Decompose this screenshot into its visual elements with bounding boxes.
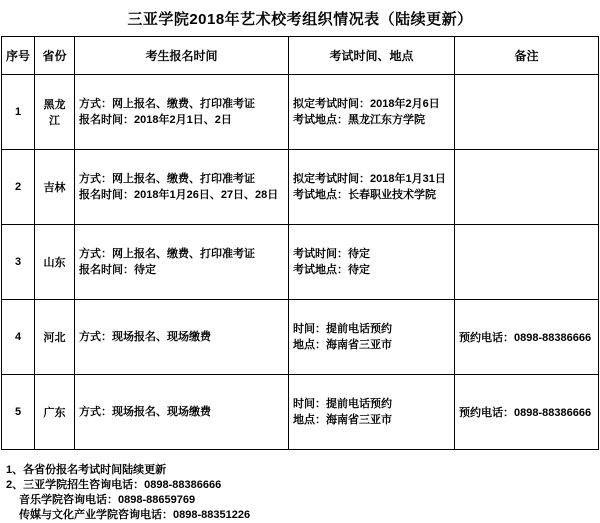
cell-province: 黑龙江 — [35, 75, 75, 150]
cell-index: 1 — [2, 75, 35, 150]
cell-registration — [75, 75, 289, 150]
exam-line: 时间：提前电话预约 — [293, 323, 392, 335]
table-row — [2, 150, 599, 225]
cell-exam — [289, 150, 455, 225]
registration-line: 报名时间：2018年2月1日、2日 — [79, 114, 232, 126]
exam-line: 考试地点：待定 — [293, 264, 370, 276]
cell-index: 3 — [2, 225, 35, 300]
exam-line: 地点：海南省三亚市 — [293, 414, 392, 426]
header-note: 备注 — [455, 37, 599, 75]
footer-notes — [6, 463, 600, 523]
exam-schedule-table — [1, 36, 599, 450]
exam-line: 地点：海南省三亚市 — [293, 339, 392, 351]
table-row — [2, 300, 599, 375]
exam-line: 考试地点：黑龙江东方学院 — [293, 114, 425, 126]
registration-line: 方式：现场报名、现场缴费 — [79, 331, 211, 343]
exam-line: 拟定考试时间：2018年2月6日 — [293, 98, 440, 110]
footer-note-line: 1、各省份报名考试时间陆续更新 — [6, 464, 167, 476]
header-registration: 考生报名时间 — [75, 37, 289, 75]
cell-province: 吉林 — [35, 150, 75, 225]
footer-note-line: 传媒与文化产业学院咨询电话：0898-88351226 — [19, 509, 251, 521]
registration-line: 方式：现场报名、现场缴费 — [79, 406, 211, 418]
table-row — [2, 75, 599, 150]
cell-province: 山东 — [35, 225, 75, 300]
cell-exam — [289, 225, 455, 300]
cell-province: 广东 — [35, 375, 75, 450]
cell-registration — [75, 150, 289, 225]
exam-line: 考试地点：长春职业技术学院 — [293, 189, 436, 201]
registration-line: 报名时间：2018年1月26日、27日、28日 — [79, 189, 279, 201]
cell-note: 预约电话：0898-88386666 — [455, 375, 599, 450]
registration-line: 方式：网上报名、缴费、打印准考证 — [79, 173, 255, 185]
cell-note — [455, 75, 599, 150]
registration-line: 方式：网上报名、缴费、打印准考证 — [79, 98, 255, 110]
cell-exam — [289, 300, 455, 375]
footer-note-line: 2、三亚学院招生咨询电话：0898-88386666 — [6, 479, 222, 491]
header-index: 序号 — [2, 37, 35, 75]
header-exam: 考试时间、地点 — [289, 37, 455, 75]
exam-line: 考试时间：待定 — [293, 248, 370, 260]
table-header-row — [2, 37, 599, 75]
cell-index: 5 — [2, 375, 35, 450]
footer-note-line: 音乐学院咨询电话：0898-88659769 — [19, 494, 196, 506]
cell-index: 2 — [2, 150, 35, 225]
cell-registration — [75, 375, 289, 450]
page-title: 三亚学院2018年艺术校考组织情况表（陆续更新） — [127, 11, 473, 28]
exam-line: 拟定考试时间：2018年1月31日 — [293, 173, 446, 185]
exam-line: 时间：提前电话预约 — [293, 398, 392, 410]
table-row — [2, 375, 599, 450]
header-province: 省份 — [35, 37, 75, 75]
registration-line: 报名时间：待定 — [79, 264, 156, 276]
cell-exam — [289, 75, 455, 150]
cell-note: 预约电话：0898-88386666 — [455, 300, 599, 375]
cell-registration — [75, 225, 289, 300]
cell-registration — [75, 300, 289, 375]
cell-index: 4 — [2, 300, 35, 375]
cell-note — [455, 225, 599, 300]
table-row — [2, 225, 599, 300]
cell-note — [455, 150, 599, 225]
registration-line: 方式：网上报名、缴费、打印准考证 — [79, 248, 255, 260]
cell-province: 河北 — [35, 300, 75, 375]
cell-exam — [289, 375, 455, 450]
